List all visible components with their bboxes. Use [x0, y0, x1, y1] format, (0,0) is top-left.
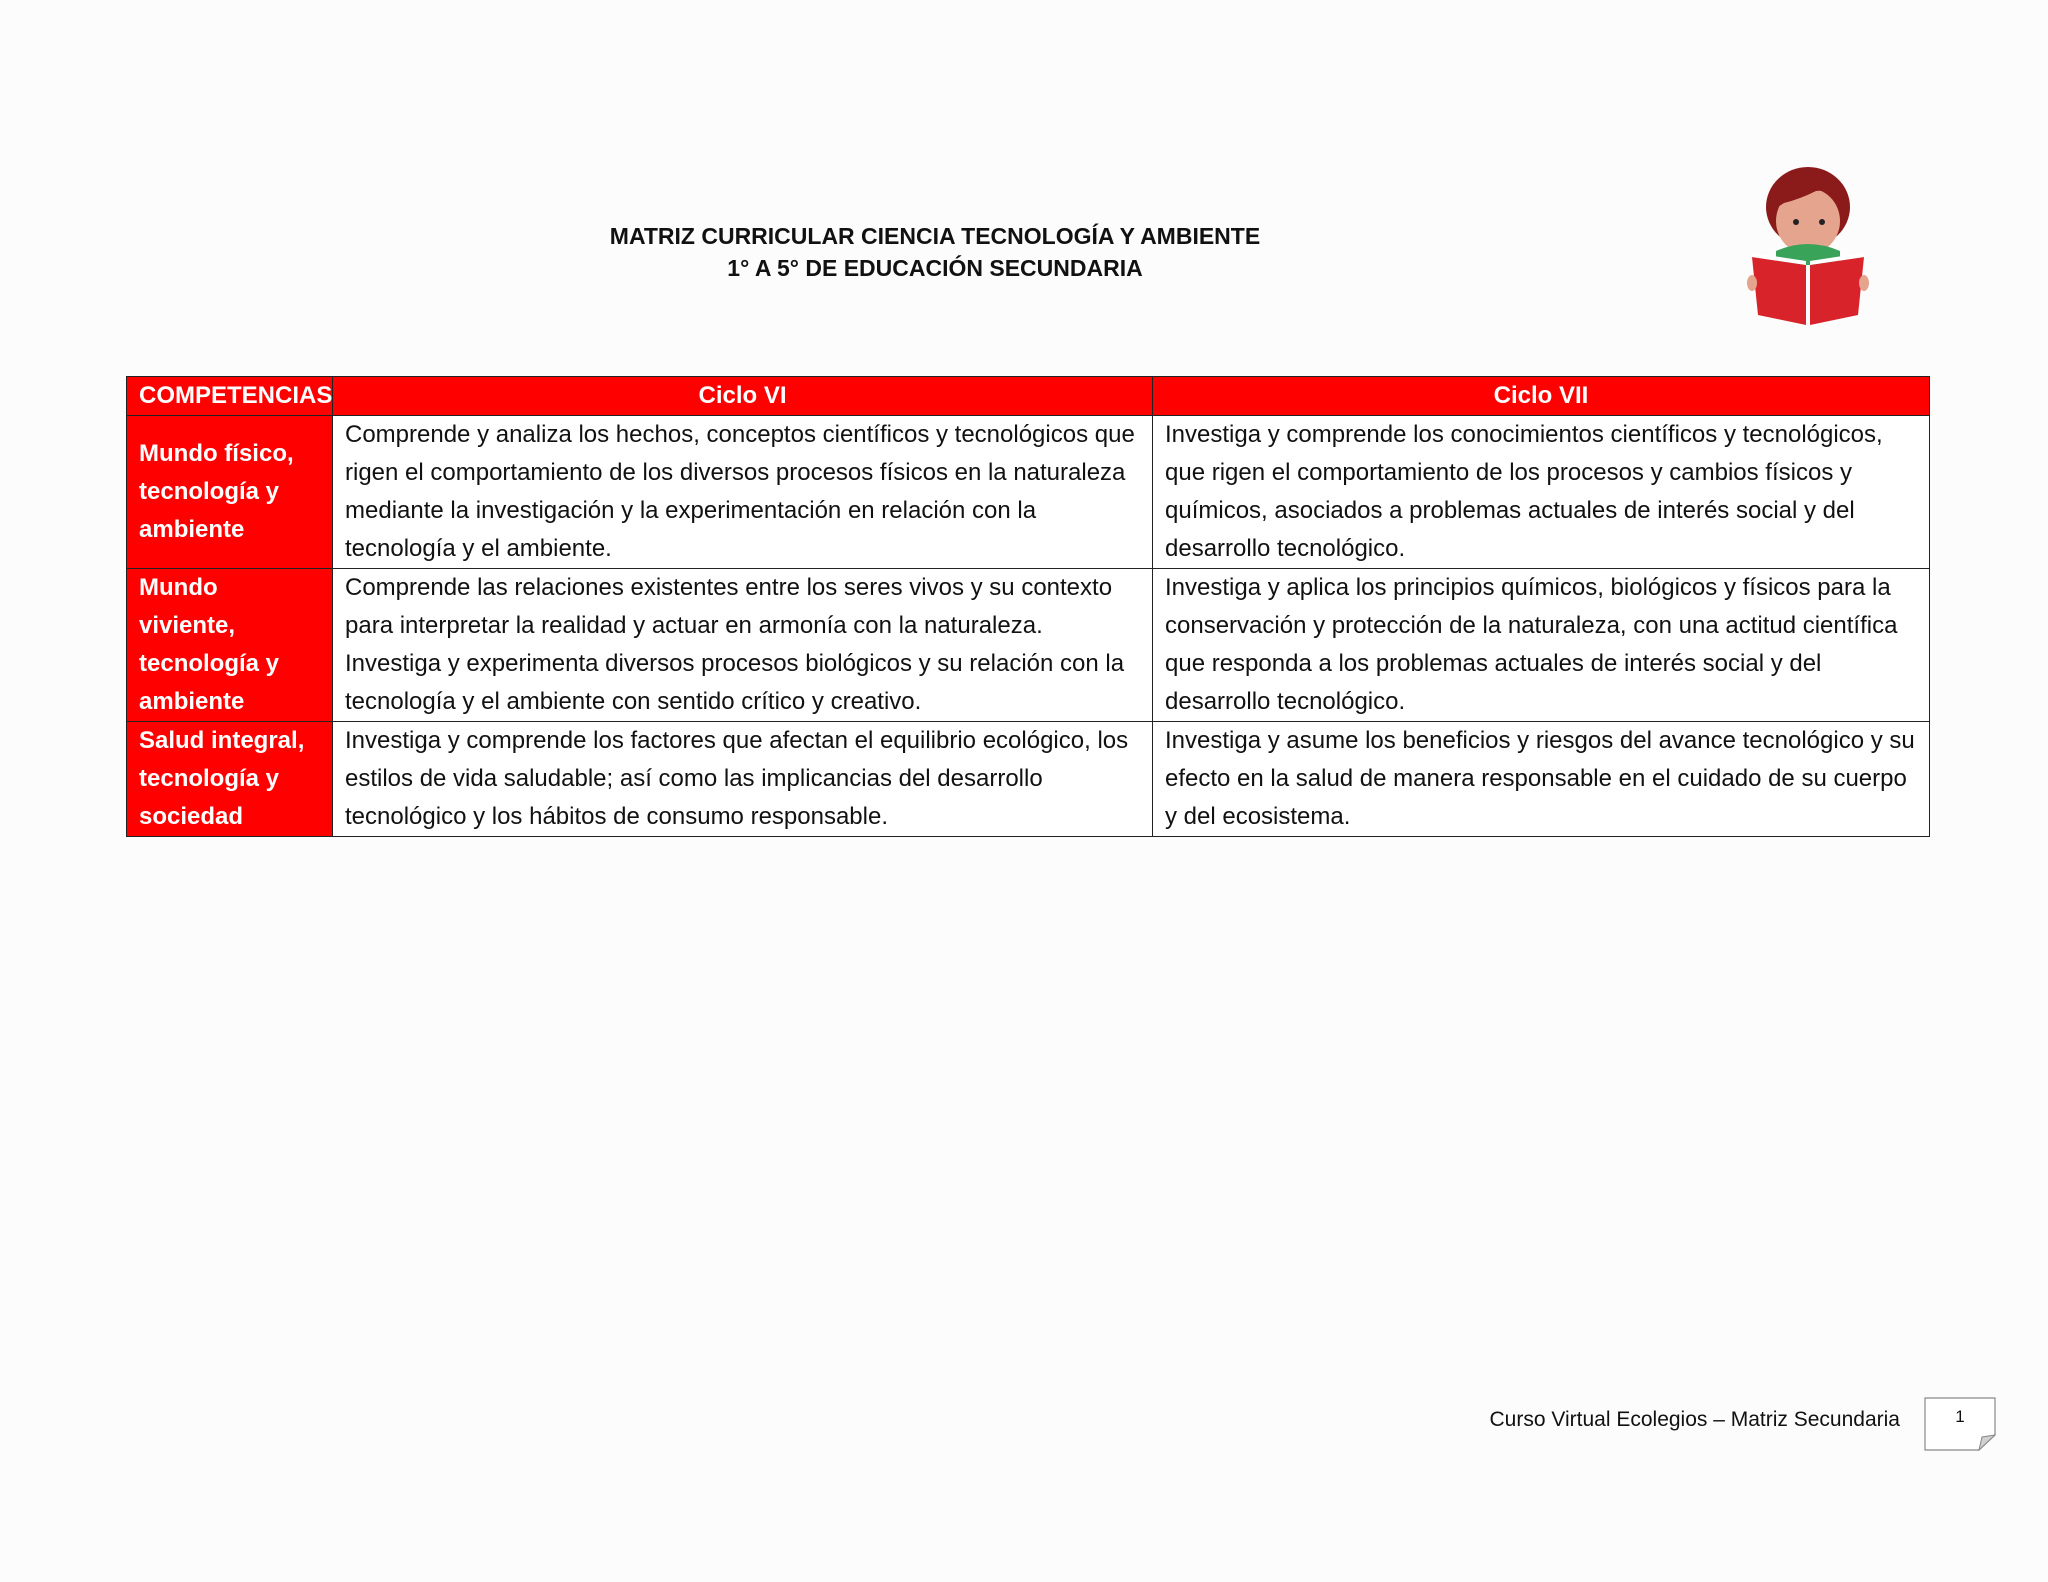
- ciclo-vii-cell: Investiga y comprende los conocimientos científicos y tecnológicos, que rigen el comportamiento de los procesos y cambios físicos y químicos, asociados a problemas actuales de interés social y del desarrollo tecnológico.: [1153, 416, 1930, 569]
- table-row: [127, 569, 1930, 722]
- reading-child-icon: [1736, 165, 1876, 325]
- competencia-cell: Mundo físico, tecnología y ambiente: [127, 416, 333, 569]
- page-number: 1: [1955, 1407, 1965, 1426]
- header-competencias: COMPETENCIAS: [127, 377, 333, 416]
- ciclo-vi-cell: Comprende las relaciones existentes entre los seres vivos y su contexto para interpretar la realidad y actuar en armonía con la naturaleza. Investiga y experimenta diversos procesos biológicos y su relación con la tecnología y el ambiente con sentido crítico y creativo.: [333, 569, 1153, 722]
- title-line-1: MATRIZ CURRICULAR CIENCIA TECNOLOGÍA Y AMBIENTE: [609, 223, 1261, 249]
- title-line-2: 1° A 5° DE EDUCACIÓN SECUNDARIA: [727, 255, 1143, 281]
- ciclo-vi-cell: Investiga y comprende los factores que afectan el equilibrio ecológico, los estilos de vida saludable; así como las implicancias del desarrollo tecnológico y los hábitos de consumo responsable.: [333, 722, 1153, 837]
- table-header-row: [127, 377, 1930, 416]
- competencia-cell: Salud integral, tecnología y sociedad: [127, 722, 333, 837]
- table-row: [127, 722, 1930, 837]
- table-row: [127, 416, 1930, 569]
- curricular-matrix-table: [126, 376, 1930, 837]
- document-title: [380, 220, 1490, 284]
- header-ciclo-vi: Ciclo VI: [333, 377, 1153, 416]
- footer-text: Curso Virtual Ecolegios – Matriz Secundaria: [1489, 1408, 1900, 1431]
- ciclo-vii-cell: Investiga y asume los beneficios y riesgos del avance tecnológico y su efecto en la salud de manera responsable en el cuidado de su cuerpo y del ecosistema.: [1153, 722, 1930, 837]
- ciclo-vii-cell: Investiga y aplica los principios químicos, biológicos y físicos para la conservación y protección de la naturaleza, con una actitud científica que responda a los problemas actuales de interés social y del desarrollo tecnológico.: [1153, 569, 1930, 722]
- ciclo-vi-cell: Comprende y analiza los hechos, conceptos científicos y tecnológicos que rigen el comportamiento de los diversos procesos físicos en la naturaleza mediante la investigación y la experimentación en relación con la tecnología y el ambiente.: [333, 416, 1153, 569]
- header-ciclo-vii: Ciclo VII: [1153, 377, 1930, 416]
- competencia-cell: Mundo viviente, tecnología y ambiente: [127, 569, 333, 722]
- page-number-badge: [1924, 1397, 1996, 1451]
